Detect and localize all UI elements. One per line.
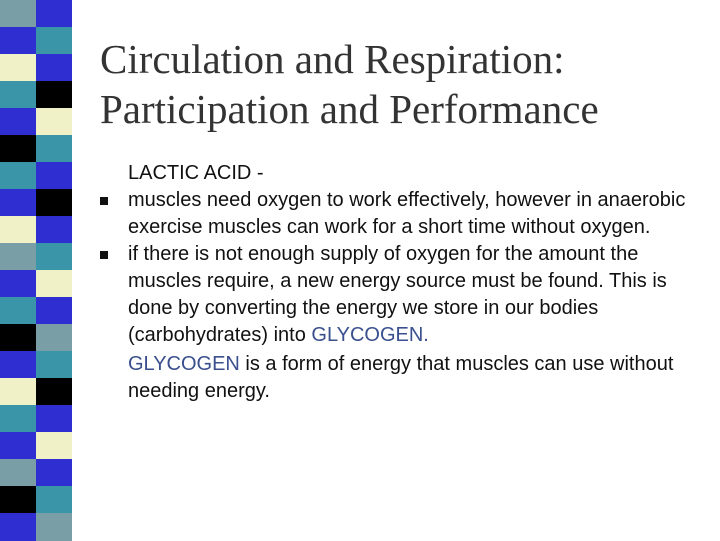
stripe-block: [36, 486, 72, 514]
title-line-2: Participation and Performance: [100, 86, 599, 132]
bullet-item-2: [100, 241, 700, 349]
stripe-block: [0, 405, 36, 433]
stripe-block: [36, 513, 72, 541]
stripe-block: [36, 0, 72, 28]
stripe-block: [0, 0, 36, 28]
stripe-block: [0, 54, 36, 82]
stripe-block: [36, 54, 72, 82]
stripe-block: [36, 216, 72, 244]
definition-paragraph: [128, 351, 700, 405]
stripe-block: [36, 243, 72, 271]
stripe-block: [0, 243, 36, 271]
stripe-block: [36, 162, 72, 190]
slide-title: [100, 34, 700, 134]
stripe-block: [0, 81, 36, 109]
bullet-item-1: [100, 187, 700, 241]
stripe-block: [0, 189, 36, 217]
stripe-block: [0, 459, 36, 487]
stripe-block: [36, 27, 72, 55]
stripe-block: [36, 459, 72, 487]
stripe-block: [0, 135, 36, 163]
stripe-block: [0, 108, 36, 136]
title-line-1: Circulation and Respiration:: [100, 36, 565, 82]
stripe-block: [0, 216, 36, 244]
stripe-block: [36, 135, 72, 163]
definition-text: is a form of energy that muscles can use without needing energy.: [128, 353, 674, 402]
stripe-block: [0, 324, 36, 352]
stripe-block: [0, 378, 36, 406]
decorative-stripe: [0, 0, 72, 540]
stripe-block: [36, 324, 72, 352]
square-bullet-icon: [100, 251, 108, 259]
stripe-block: [0, 297, 36, 325]
bullet-text-2: if there is not enough supply of oxygen for the amount the muscles require, a new energy source must be found. This is done by converting the energy we store in our bodies (carbohydrates) into: [128, 243, 667, 346]
stripe-block: [0, 162, 36, 190]
stripe-block: [36, 351, 72, 379]
slide-body: [100, 160, 700, 405]
stripe-block: [36, 108, 72, 136]
stripe-block: [36, 297, 72, 325]
stripe-block: [36, 81, 72, 109]
stripe-block: [0, 351, 36, 379]
bullet-text-1: muscles need oxygen to work effectively, however in anaerobic exercise muscles can work for a short time without oxygen.: [128, 189, 686, 238]
stripe-block: [36, 270, 72, 298]
stripe-block: [0, 270, 36, 298]
keyword-glycogen: GLYCOGEN.: [311, 324, 429, 346]
stripe-block: [36, 378, 72, 406]
stripe-block: [0, 432, 36, 460]
square-bullet-icon: [100, 197, 108, 205]
stripe-block: [0, 27, 36, 55]
stripe-block: [36, 432, 72, 460]
keyword-glycogen-definition: GLYCOGEN: [128, 353, 240, 375]
stripe-block: [0, 486, 36, 514]
stripe-block: [36, 189, 72, 217]
stripe-block: [36, 405, 72, 433]
stripe-block: [0, 513, 36, 541]
section-heading: LACTIC ACID -: [128, 162, 264, 184]
